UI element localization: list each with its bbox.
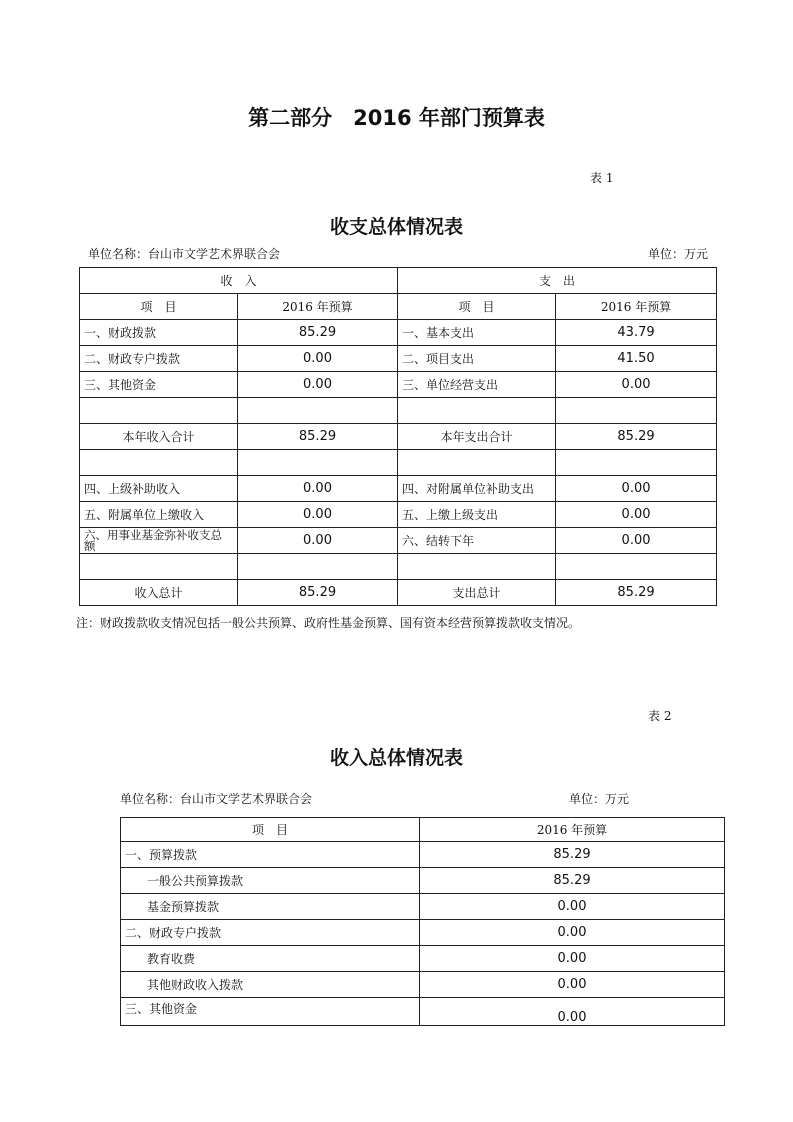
- income-total-label: 收入总计: [80, 580, 238, 606]
- expense-label: 三、单位经营支出: [398, 372, 556, 398]
- row-value: 0.00: [420, 972, 725, 998]
- table-row: [121, 998, 725, 1026]
- row-label: 一般公共预算拨款: [121, 868, 420, 894]
- expense-value: 0.00: [556, 476, 717, 502]
- table-row-total: [80, 580, 717, 606]
- income-value: 85.29: [238, 320, 398, 346]
- income-subtotal-value: 85.29: [238, 424, 398, 450]
- table-row: [121, 868, 725, 894]
- table-row: [80, 346, 717, 372]
- expense-item-header: 项 目: [398, 294, 556, 320]
- table-row: [121, 842, 725, 868]
- blank-cell: [556, 398, 717, 424]
- income-label: 三、其他资金: [80, 372, 238, 398]
- expense-value: 0.00: [556, 502, 717, 528]
- expense-value: 41.50: [556, 346, 717, 372]
- blank-cell: [238, 554, 398, 580]
- table2-unit: 单位：万元: [569, 792, 630, 806]
- row-label: 基金预算拨款: [121, 894, 420, 920]
- expense-label: 二、项目支出: [398, 346, 556, 372]
- table-row: [80, 476, 717, 502]
- income-label: 一、财政拨款: [80, 320, 238, 346]
- table2-title: 收入总体情况表: [329, 747, 463, 769]
- table-row: [80, 528, 717, 554]
- income-value: 0.00: [238, 346, 398, 372]
- table-row: [121, 894, 725, 920]
- expense-group-header: 支 出: [398, 268, 717, 294]
- income-total-value: 85.29: [238, 580, 398, 606]
- expense-label: 六、结转下年: [398, 528, 556, 554]
- table1-unit: 单位：万元: [648, 247, 709, 261]
- table1-title: 收支总体情况表: [329, 216, 463, 238]
- income-subtotal-label: 本年收入合计: [80, 424, 238, 450]
- expense-value: 0.00: [556, 528, 717, 554]
- blank-cell: [556, 554, 717, 580]
- table-row: [80, 502, 717, 528]
- table1-label: 表 1: [590, 171, 614, 185]
- income-expense-table: [79, 267, 717, 606]
- table1-unit-name: 单位名称：台山市文学艺术界联合会: [88, 247, 281, 261]
- income-label: 五、附属单位上缴收入: [80, 502, 238, 528]
- income-value: 0.00: [238, 372, 398, 398]
- page-title: 第二部分 2016 年部门预算表: [248, 106, 545, 130]
- expense-total-value: 85.29: [556, 580, 717, 606]
- table-row: [121, 972, 725, 998]
- blank-cell: [556, 450, 717, 476]
- table1-note: 注：财政拨款收支情况包括一般公共预算、政府性基金预算、国有资本经营预算拨款收支情况。: [76, 616, 581, 630]
- row-label: 二、财政专户拨款: [121, 920, 420, 946]
- blank-cell: [398, 450, 556, 476]
- row-label: 教育收费: [121, 946, 420, 972]
- blank-cell: [398, 398, 556, 424]
- income-label: 六、用事业基金弥补收支总额: [80, 528, 238, 554]
- table-row: [121, 920, 725, 946]
- blank-cell: [80, 450, 238, 476]
- expense-label: 一、基本支出: [398, 320, 556, 346]
- blank-cell: [80, 554, 238, 580]
- expense-subtotal-value: 85.29: [556, 424, 717, 450]
- expense-label: 四、对附属单位补助支出: [398, 476, 556, 502]
- table2-unit-name: 单位名称：台山市文学艺术界联合会: [120, 792, 313, 806]
- table-row: [80, 320, 717, 346]
- item-header: 项 目: [121, 818, 420, 842]
- income-item-header: 项 目: [80, 294, 238, 320]
- table-row: [80, 372, 717, 398]
- table-row-blank: [80, 450, 717, 476]
- row-value: 0.00: [420, 946, 725, 972]
- row-label: 其他财政收入拨款: [121, 972, 420, 998]
- table2-label: 表 2: [648, 709, 672, 723]
- blank-cell: [238, 450, 398, 476]
- table-row-blank: [80, 554, 717, 580]
- expense-subtotal-label: 本年支出合计: [398, 424, 556, 450]
- income-label: 四、上级补助收入: [80, 476, 238, 502]
- expense-budget-header: 2016 年预算: [556, 294, 717, 320]
- expense-value: 43.79: [556, 320, 717, 346]
- table-row-subtotal: [80, 424, 717, 450]
- income-summary-table: [120, 817, 725, 1026]
- row-value: 85.29: [420, 868, 725, 894]
- row-value: 0.00: [420, 894, 725, 920]
- expense-label: 五、上缴上级支出: [398, 502, 556, 528]
- table-row-blank: [80, 398, 717, 424]
- table-row: [121, 946, 725, 972]
- income-value: 0.00: [238, 502, 398, 528]
- blank-cell: [398, 554, 556, 580]
- income-value: 0.00: [238, 528, 398, 554]
- blank-cell: [238, 398, 398, 424]
- budget-header: 2016 年预算: [420, 818, 725, 842]
- expense-total-label: 支出总计: [398, 580, 556, 606]
- row-label: 三、其他资金: [121, 998, 420, 1026]
- row-value: 0.00: [420, 920, 725, 946]
- row-value: 0.00: [420, 998, 725, 1026]
- income-group-header: 收 入: [80, 268, 398, 294]
- blank-cell: [80, 398, 238, 424]
- income-label: 二、财政专户拨款: [80, 346, 238, 372]
- row-value: 85.29: [420, 842, 725, 868]
- income-value: 0.00: [238, 476, 398, 502]
- income-budget-header: 2016 年预算: [238, 294, 398, 320]
- row-label: 一、预算拨款: [121, 842, 420, 868]
- expense-value: 0.00: [556, 372, 717, 398]
